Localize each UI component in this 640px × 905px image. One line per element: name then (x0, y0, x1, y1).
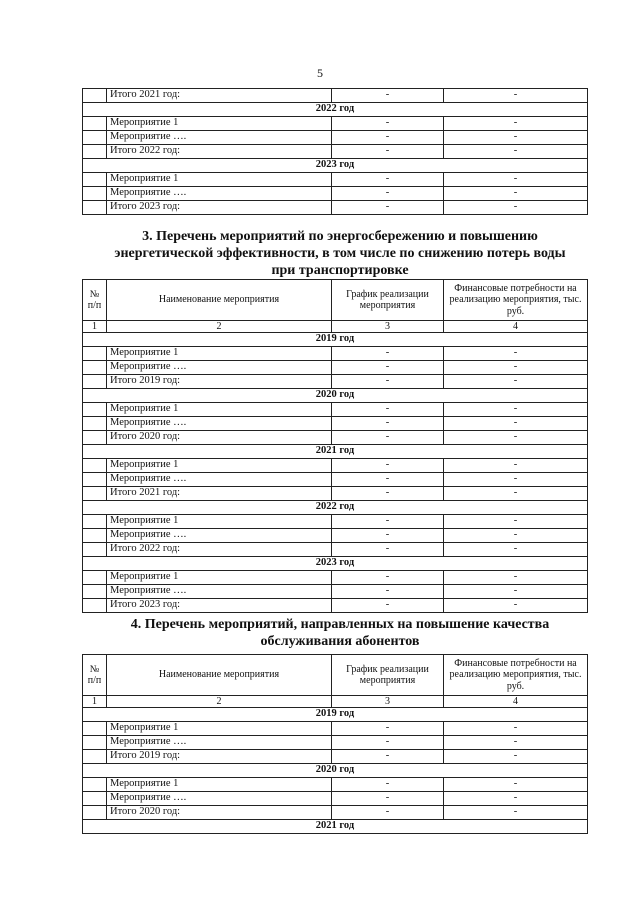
index-4: 4 (444, 321, 588, 333)
year-row (83, 159, 588, 173)
table-index-row (83, 696, 588, 708)
cell-schedule: - (332, 417, 444, 431)
table-row (83, 722, 588, 736)
cell-finance: - (444, 585, 588, 599)
cell-num (83, 417, 107, 431)
cell-name: Итого 2020 год: (107, 431, 332, 445)
cell-name: Итого 2021 год: (107, 89, 332, 103)
cell-num (83, 750, 107, 764)
cell-num (83, 145, 107, 159)
total-row (83, 89, 588, 103)
cell-finance: - (444, 529, 588, 543)
section3-title-line2: энергетической эффективности, в том числе по снижению потерь воды (114, 246, 566, 261)
index-1: 1 (83, 321, 107, 333)
cell-schedule: - (332, 89, 444, 103)
cell-finance: - (444, 347, 588, 361)
cell-name: Итого 2022 год: (107, 543, 332, 557)
cell-finance: - (444, 117, 588, 131)
cell-num (83, 431, 107, 445)
cell-finance: - (444, 778, 588, 792)
total-row (83, 145, 588, 159)
cell-schedule: - (332, 487, 444, 501)
cell-finance: - (444, 722, 588, 736)
cell-schedule: - (332, 431, 444, 445)
total-row (83, 543, 588, 557)
cell-num (83, 187, 107, 201)
total-row (83, 431, 588, 445)
cell-schedule: - (332, 117, 444, 131)
year-row (83, 389, 588, 403)
section3-title-line3: при транспортировке (271, 263, 409, 278)
cell-finance: - (444, 459, 588, 473)
year-label: 2021 год (83, 445, 588, 459)
cell-finance: - (444, 173, 588, 187)
table-row (83, 347, 588, 361)
cell-name: Мероприятие …. (107, 187, 332, 201)
cell-name: Мероприятие 1 (107, 515, 332, 529)
cell-finance: - (444, 375, 588, 389)
cell-finance: - (444, 543, 588, 557)
cell-num (83, 375, 107, 389)
cell-num (83, 117, 107, 131)
index-1: 1 (83, 696, 107, 708)
cell-schedule: - (332, 131, 444, 145)
table-row (83, 571, 588, 585)
table-row (83, 529, 588, 543)
year-label: 2019 год (83, 708, 588, 722)
cell-name: Мероприятие 1 (107, 722, 332, 736)
cell-name: Итого 2022 год: (107, 145, 332, 159)
cell-name: Мероприятие …. (107, 473, 332, 487)
cell-schedule: - (332, 543, 444, 557)
year-label: 2022 год (83, 103, 588, 117)
cell-finance: - (444, 599, 588, 613)
index-4: 4 (444, 696, 588, 708)
cell-finance: - (444, 145, 588, 159)
cell-finance: - (444, 487, 588, 501)
cell-schedule: - (332, 529, 444, 543)
table-row (83, 117, 588, 131)
cell-name: Мероприятие 1 (107, 459, 332, 473)
header-name: Наименование мероприятия (107, 655, 332, 696)
index-2: 2 (107, 696, 332, 708)
cell-num (83, 361, 107, 375)
table-row (83, 778, 588, 792)
cell-finance: - (444, 131, 588, 145)
cell-name: Мероприятие 1 (107, 403, 332, 417)
year-label: 2023 год (83, 159, 588, 173)
year-row (83, 445, 588, 459)
section4-title-line1: 4. Перечень мероприятий, направленных на повышение качества (130, 617, 550, 632)
year-row (83, 333, 588, 347)
table-row (83, 473, 588, 487)
year-label: 2023 год (83, 557, 588, 571)
year-row (83, 708, 588, 722)
cell-schedule: - (332, 347, 444, 361)
cell-name: Итого 2019 год: (107, 375, 332, 389)
cell-num (83, 473, 107, 487)
cell-name: Итого 2021 год: (107, 487, 332, 501)
cell-name: Итого 2023 год: (107, 201, 332, 215)
cell-name: Мероприятие 1 (107, 778, 332, 792)
cell-finance: - (444, 361, 588, 375)
header-num: № п/п (83, 655, 107, 696)
cell-num (83, 487, 107, 501)
cell-schedule: - (332, 750, 444, 764)
table-row (83, 403, 588, 417)
total-row (83, 375, 588, 389)
cell-num (83, 515, 107, 529)
cell-finance: - (444, 89, 588, 103)
cell-name: Мероприятие …. (107, 417, 332, 431)
table-continued (82, 88, 588, 215)
header-schedule: График реализации мероприятия (332, 280, 444, 321)
cell-num (83, 347, 107, 361)
year-label: 2020 год (83, 389, 588, 403)
section4-heading (90, 616, 590, 650)
table-row (83, 131, 588, 145)
cell-name: Мероприятие 1 (107, 571, 332, 585)
cell-name: Мероприятие 1 (107, 173, 332, 187)
index-3: 3 (332, 696, 444, 708)
cell-name: Мероприятие …. (107, 736, 332, 750)
section4-title-line2: обслуживания абонентов (260, 634, 420, 649)
cell-finance: - (444, 515, 588, 529)
cell-schedule: - (332, 585, 444, 599)
cell-name: Мероприятие …. (107, 131, 332, 145)
header-finance: Финансовые потребности на реализацию мероприятия, тыс. руб. (444, 655, 588, 696)
cell-finance: - (444, 736, 588, 750)
cell-schedule: - (332, 806, 444, 820)
total-row (83, 487, 588, 501)
cell-schedule: - (332, 173, 444, 187)
cell-schedule: - (332, 571, 444, 585)
year-row (83, 557, 588, 571)
cell-finance: - (444, 571, 588, 585)
cell-finance: - (444, 201, 588, 215)
cell-num (83, 585, 107, 599)
cell-finance: - (444, 473, 588, 487)
table-row (83, 515, 588, 529)
cell-finance: - (444, 792, 588, 806)
cell-num (83, 543, 107, 557)
cell-name: Мероприятие …. (107, 361, 332, 375)
cell-num (83, 599, 107, 613)
cell-name: Мероприятие 1 (107, 117, 332, 131)
header-finance: Финансовые потребности на реализацию мероприятия, тыс. руб. (444, 280, 588, 321)
cell-schedule: - (332, 187, 444, 201)
year-label: 2021 год (83, 820, 588, 834)
table-row (83, 736, 588, 750)
cell-finance: - (444, 187, 588, 201)
total-row (83, 806, 588, 820)
year-row (83, 103, 588, 117)
table-index-row (83, 321, 588, 333)
cell-name: Мероприятие …. (107, 792, 332, 806)
year-row (83, 501, 588, 515)
table-header-row (83, 655, 588, 696)
header-schedule: График реализации мероприятия (332, 655, 444, 696)
total-row (83, 201, 588, 215)
table-row (83, 792, 588, 806)
cell-name: Итого 2019 год: (107, 750, 332, 764)
table-row (83, 361, 588, 375)
year-label: 2019 год (83, 333, 588, 347)
section3-title-line1: 3. Перечень мероприятий по энергосбережению и повышению (142, 229, 538, 244)
page-number: 5 (317, 66, 323, 80)
table-row (83, 459, 588, 473)
cell-schedule: - (332, 473, 444, 487)
cell-num (83, 201, 107, 215)
cell-num (83, 736, 107, 750)
table-row (83, 187, 588, 201)
header-num: № п/п (83, 280, 107, 321)
cell-schedule: - (332, 145, 444, 159)
cell-num (83, 131, 107, 145)
cell-schedule: - (332, 778, 444, 792)
total-row (83, 599, 588, 613)
cell-num (83, 778, 107, 792)
cell-schedule: - (332, 599, 444, 613)
table-header-row (83, 280, 588, 321)
section4-table (82, 654, 588, 834)
cell-schedule: - (332, 201, 444, 215)
cell-name: Мероприятие …. (107, 585, 332, 599)
cell-name: Мероприятие 1 (107, 347, 332, 361)
cell-finance: - (444, 403, 588, 417)
total-row (83, 750, 588, 764)
year-row (83, 764, 588, 778)
index-3: 3 (332, 321, 444, 333)
cell-name: Мероприятие …. (107, 529, 332, 543)
cell-num (83, 722, 107, 736)
section3-heading (90, 228, 590, 279)
year-row (83, 820, 588, 834)
year-label: 2022 год (83, 501, 588, 515)
cell-num (83, 403, 107, 417)
cell-schedule: - (332, 375, 444, 389)
cell-schedule: - (332, 792, 444, 806)
table-row (83, 585, 588, 599)
section3-table (82, 279, 588, 613)
header-name: Наименование мероприятия (107, 280, 332, 321)
table-row (83, 417, 588, 431)
cell-schedule: - (332, 459, 444, 473)
cell-num (83, 89, 107, 103)
cell-finance: - (444, 417, 588, 431)
cell-num (83, 173, 107, 187)
cell-schedule: - (332, 736, 444, 750)
cell-name: Итого 2020 год: (107, 806, 332, 820)
cell-schedule: - (332, 361, 444, 375)
cell-num (83, 529, 107, 543)
cell-schedule: - (332, 722, 444, 736)
cell-finance: - (444, 806, 588, 820)
year-label: 2020 год (83, 764, 588, 778)
cell-name: Итого 2023 год: (107, 599, 332, 613)
cell-num (83, 459, 107, 473)
cell-num (83, 806, 107, 820)
cell-finance: - (444, 431, 588, 445)
cell-schedule: - (332, 403, 444, 417)
index-2: 2 (107, 321, 332, 333)
table-row (83, 173, 588, 187)
cell-num (83, 571, 107, 585)
cell-num (83, 792, 107, 806)
cell-schedule: - (332, 515, 444, 529)
cell-finance: - (444, 750, 588, 764)
